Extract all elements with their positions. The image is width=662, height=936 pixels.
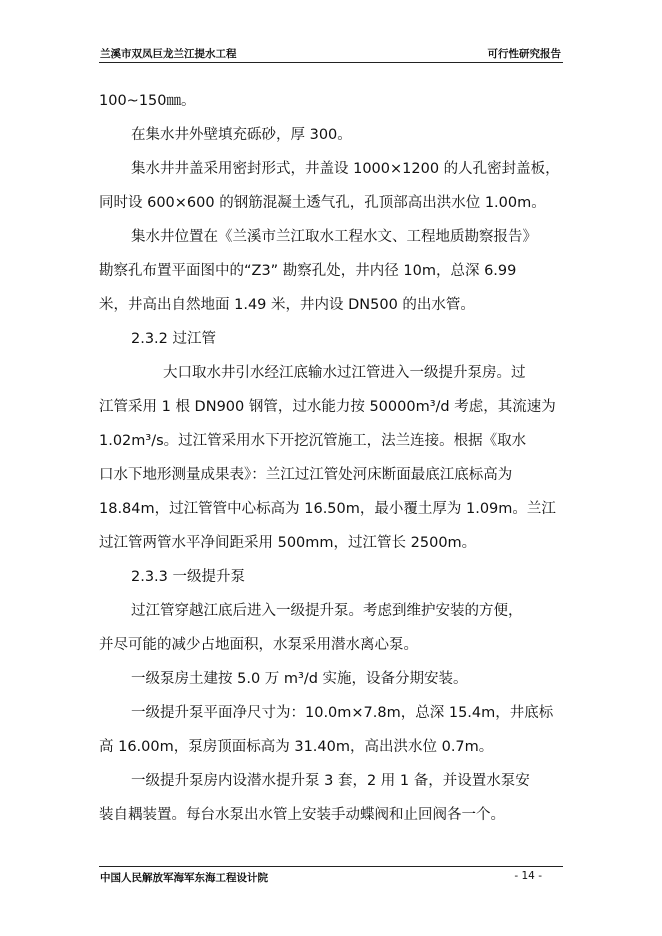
body-line: 同时设 600×600 的钢筋混凝土透气孔，孔顶部高出洪水位 1.00m。 <box>99 195 546 211</box>
footer-divider <box>99 866 563 867</box>
header-divider <box>99 62 563 63</box>
page-number: - 14 - <box>514 870 542 882</box>
body-line: 过江管两管水平净间距采用 500mm，过江管长 2500m。 <box>99 535 477 551</box>
body-line: 大口取水井引水经江底输水过江管进入一级提升泵房。过 <box>163 365 526 381</box>
body-line: 100~150㎜。 <box>99 93 196 109</box>
body-line: 口水下地形测量成果表》：兰江过江管处河床断面最底江底标高为 <box>99 467 513 483</box>
body-line: 一级提升泵房内设潜水提升泵 3 套，2 用 1 备，并设置水泵安 <box>131 773 530 789</box>
header-project-title: 兰溪市双凤巨龙兰江提水工程 <box>100 48 237 60</box>
body-line: 装自耦装置。每台水泵出水管上安装手动蝶阀和止回阀各一个。 <box>99 807 505 823</box>
body-line: 在集水井外壁填充砾砂，厚 300。 <box>131 127 352 143</box>
body-line: 米，井高出自然地面 1.49 米，井内设 DN500 的出水管。 <box>99 297 475 313</box>
body-line: 集水井位置在《兰溪市兰江取水工程水文、工程地质勘察报告》 <box>131 229 537 245</box>
body-line: 一级泵房土建按 5.0 万 m³/d 实施，设备分期安装。 <box>131 671 468 687</box>
section-heading-2-3-3: 2.3.3 一级提升泵 <box>131 569 246 585</box>
body-line: 集水井井盖采用密封形式，井盖设 1000×1200 的人孔密封盖板， <box>131 161 560 177</box>
document-body <box>99 84 563 832</box>
body-line: 一级提升泵平面净尺寸为：10.0m×7.8m，总深 15.4m，井底标 <box>131 705 554 721</box>
body-line: 18.84m，过江管管中心标高为 16.50m，最小覆土厚为 1.09m。兰江 <box>99 501 556 517</box>
body-line: 1.02m³/s。过江管采用水下开挖沉管施工，法兰连接。根据《取水 <box>99 433 527 449</box>
body-line: 勘察孔布置平面图中的“Z3” 勘察孔处，井内径 10m，总深 6.99 <box>99 263 517 279</box>
body-line: 高 16.00m，泵房顶面标高为 31.40m，高出洪水位 0.7m。 <box>99 739 494 755</box>
body-line: 过江管穿越江底后进入一级提升泵。考虑到维护安装的方便， <box>131 603 523 619</box>
header-report-type: 可行性研究报告 <box>487 48 561 60</box>
footer-institute: 中国人民解放军海军东海工程设计院 <box>100 872 268 884</box>
body-line: 江管采用 1 根 DN900 钢管，过水能力按 50000m³/d 考虑，其流速为 <box>99 399 556 415</box>
body-line: 并尽可能的减少占地面积，水泵采用潜水离心泵。 <box>99 637 418 653</box>
section-heading-2-3-2: 2.3.2 过江管 <box>131 331 217 347</box>
